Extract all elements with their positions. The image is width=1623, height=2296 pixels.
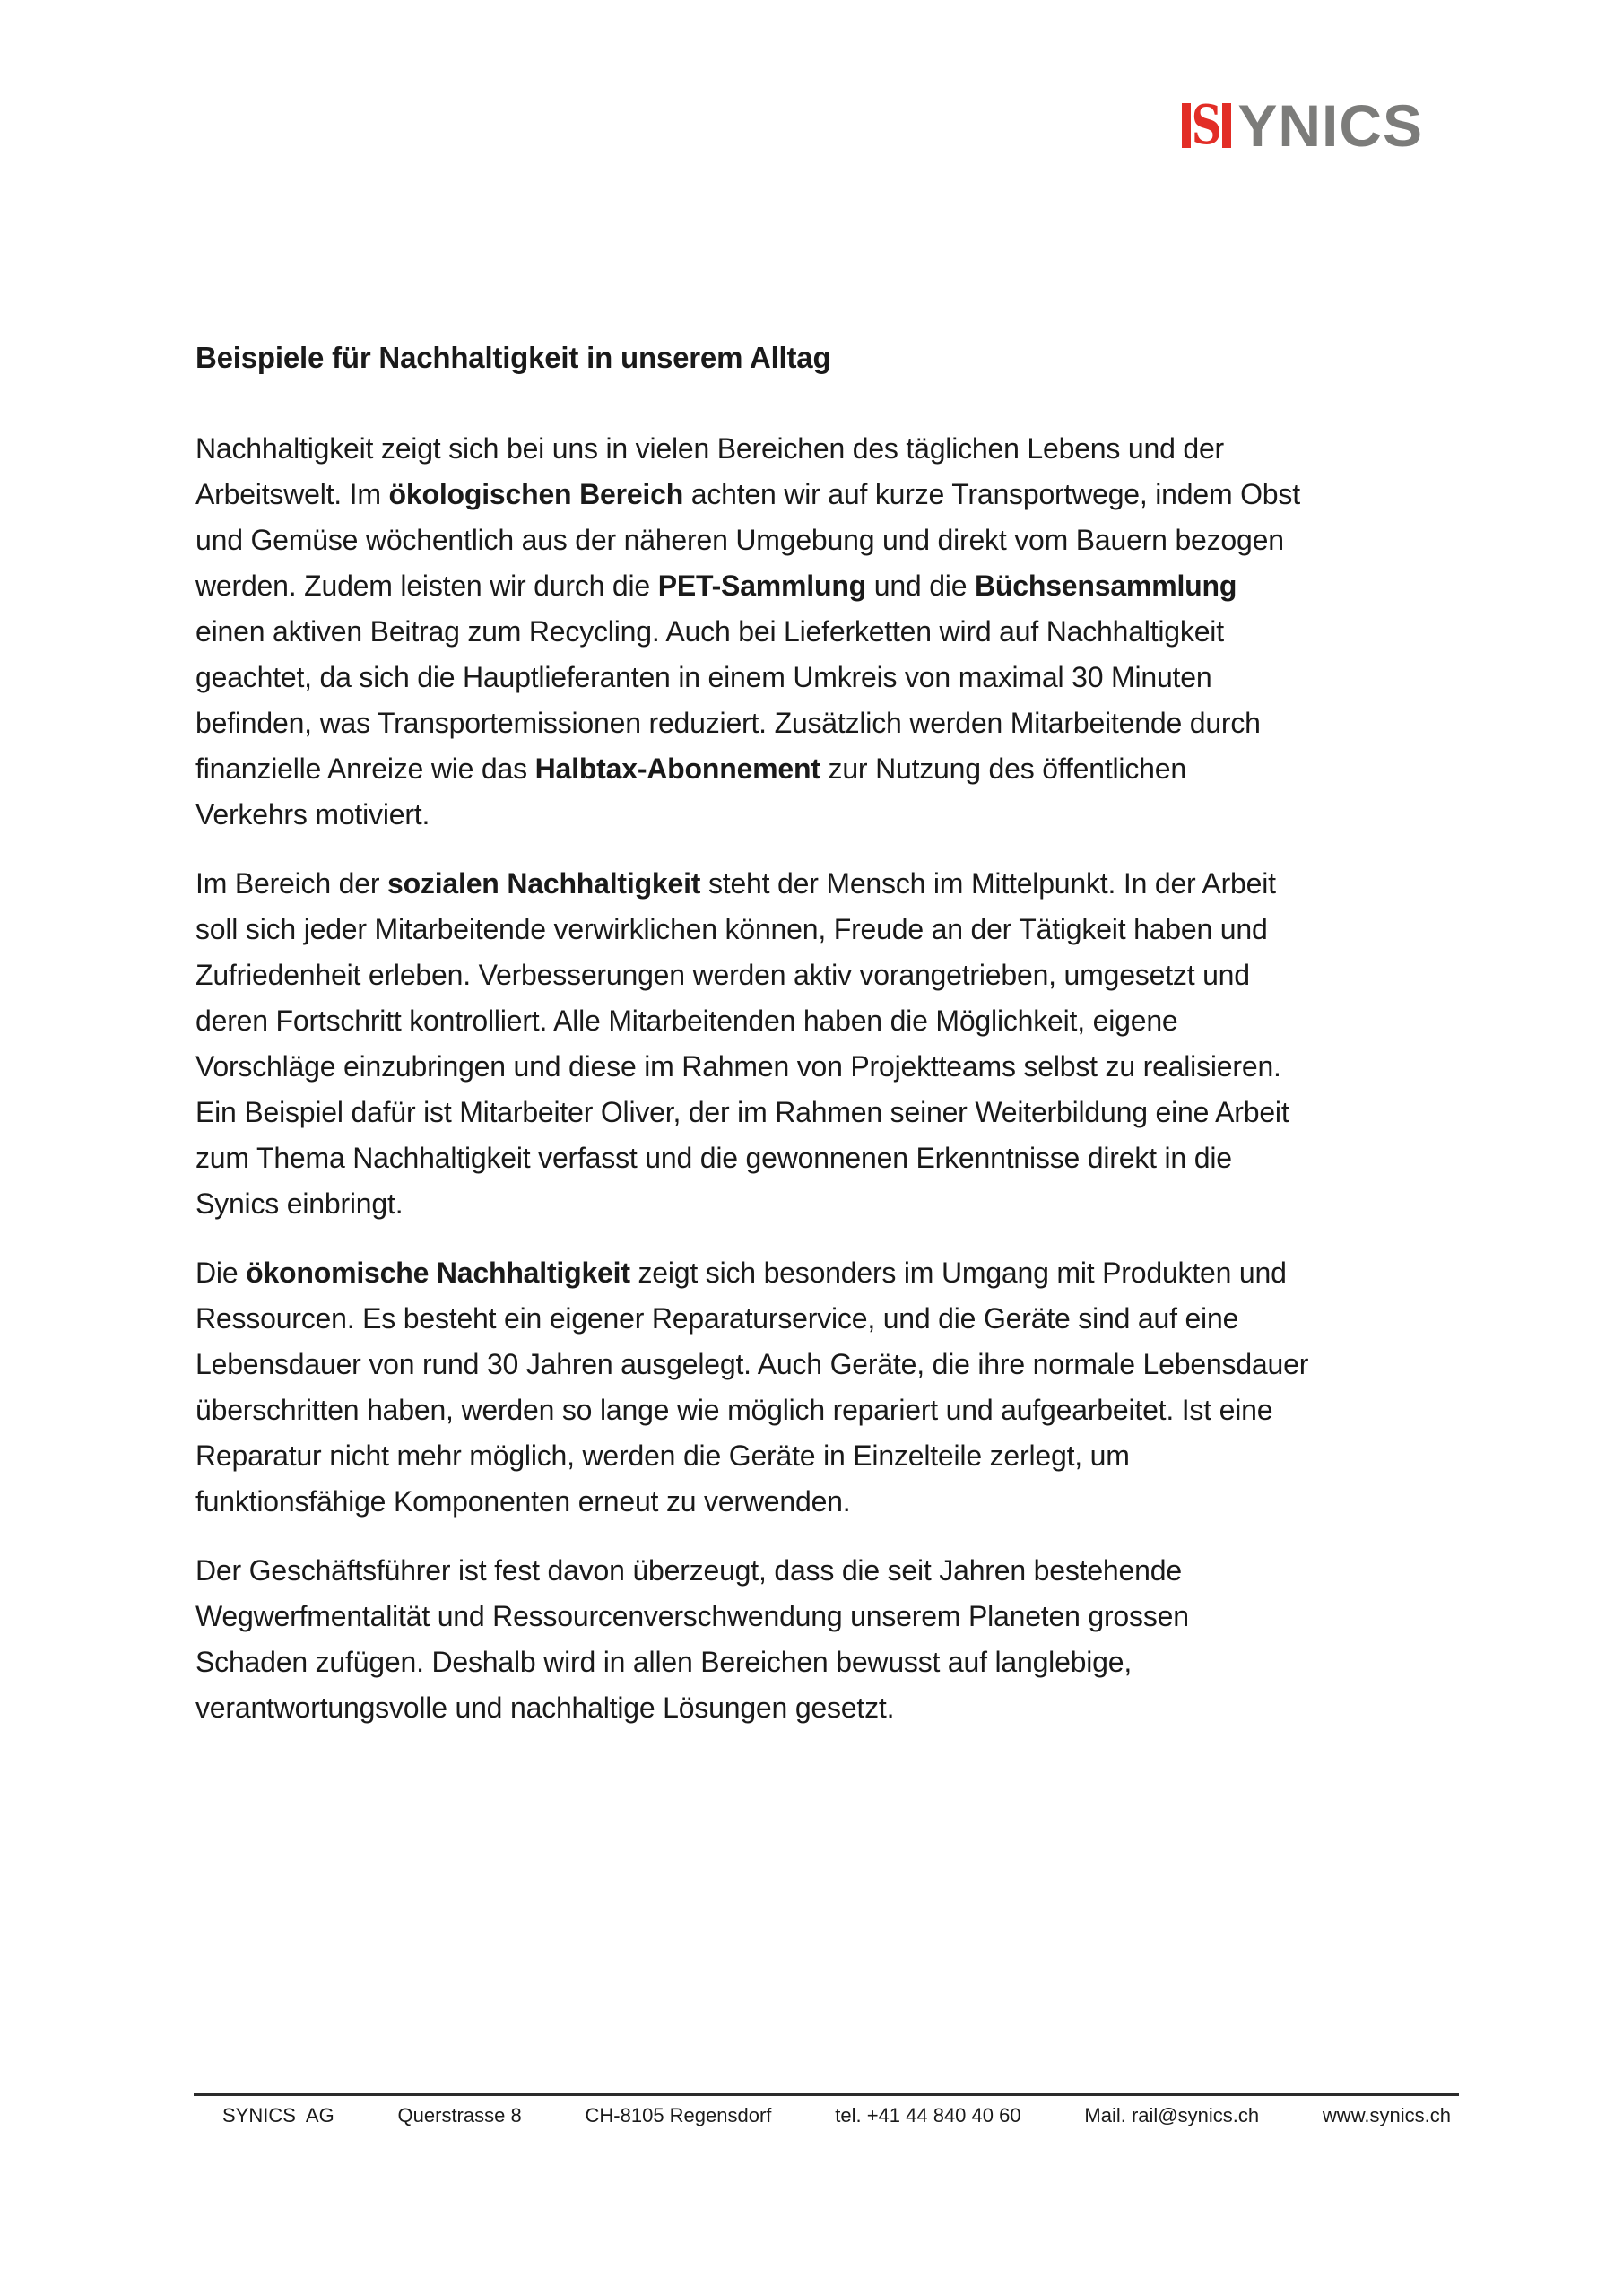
footer — [222, 2102, 1451, 2129]
text-segment: Lebensdauer von rund 30 Jahren ausgelegt. Auch Geräte, die ihre normale Lebensdauer — [195, 1348, 1309, 1380]
text-line — [195, 472, 1433, 517]
text-segment: Nachhaltigkeit zeigt sich bei uns in vielen Bereichen des täglichen Lebens und der — [195, 432, 1225, 465]
bold-text-segment: ökonomische Nachhaltigkeit — [246, 1257, 630, 1289]
text-segment: Ressourcen. Es besteht ein eigener Reparaturservice, und die Geräte sind auf eine — [195, 1302, 1239, 1335]
text-segment: verantwortungsvolle und nachhaltige Lösungen gesetzt. — [195, 1692, 895, 1724]
text-segment: zum Thema Nachhaltigkeit verfasst und die gewonnenen Erkenntnisse direkt in die — [195, 1142, 1232, 1174]
text-line — [195, 1250, 1433, 1296]
document-heading: Beispiele für Nachhaltigkeit in unserem Alltag — [195, 341, 831, 374]
logo-right-bar — [1222, 103, 1231, 148]
text-segment: Arbeitswelt. Im — [195, 478, 389, 510]
text-line — [195, 1044, 1433, 1090]
text-line — [195, 1090, 1433, 1135]
footer-phone: tel. +41 44 840 40 60 — [835, 2104, 1021, 2126]
paragraph-oekologische-nachhaltigkeit — [195, 426, 1433, 838]
footer-street: Querstrasse 8 — [397, 2104, 522, 2126]
text-segment: geachtet, da sich die Hauptlieferanten in einem Umkreis von maximal 30 Minuten — [195, 661, 1212, 693]
footer-company-name: SYNICS AG — [222, 2104, 334, 2126]
text-segment: befinden, was Transportemissionen reduziert. Zusätzlich werden Mitarbeitende durch — [195, 707, 1261, 739]
paragraph-geschaeftsfuehrer — [195, 1548, 1433, 1731]
text-segment: Zufriedenheit erleben. Verbesserungen werden aktiv vorangetrieben, umgesetzt und — [195, 959, 1250, 991]
text-segment: zeigt sich besonders im Umgang mit Produkten und — [629, 1257, 1287, 1289]
text-segment: Der Geschäftsführer ist fest davon überzeugt, dass die seit Jahren bestehende — [195, 1554, 1182, 1587]
paragraph-oekonomische-nachhaltigkeit — [195, 1250, 1433, 1525]
text-segment: deren Fortschritt kontrolliert. Alle Mitarbeitenden haben die Möglichkeit, eigene — [195, 1004, 1178, 1037]
text-line — [195, 1135, 1433, 1181]
document-body — [195, 335, 1433, 1731]
text-segment: Schaden zufügen. Deshalb wird in allen Bereichen bewusst auf langlebige, — [195, 1646, 1133, 1678]
text-line — [195, 609, 1433, 655]
text-segment: Im Bereich der — [195, 867, 387, 900]
text-segment: und Gemüse wöchentlich aus der näheren Umgebung und direkt vom Bauern bezogen — [195, 524, 1284, 556]
text-line — [195, 1639, 1433, 1685]
synics-logo — [1182, 92, 1424, 159]
bold-text-segment: Büchsensammlung — [975, 570, 1237, 602]
text-segment: Vorschläge einzubringen und diese im Rahmen von Projektteams selbst zu realisieren. — [195, 1050, 1281, 1083]
text-segment: achten wir auf kurze Transportwege, indem Obst — [683, 478, 1300, 510]
text-segment: einen aktiven Beitrag zum Recycling. Auch bei Lieferketten wird auf Nachhaltigkeit — [195, 615, 1224, 648]
text-segment: Wegwerfmentalität und Ressourcenverschwendung unserem Planeten grossen — [195, 1600, 1189, 1632]
footer-divider — [194, 2093, 1459, 2096]
text-segment: funktionsfähige Komponenten erneut zu verwenden. — [195, 1485, 851, 1518]
text-segment: zur Nutzung des öffentlichen — [820, 752, 1186, 785]
text-line — [195, 700, 1433, 746]
text-line — [195, 1548, 1433, 1594]
text-line — [195, 907, 1433, 952]
text-line — [195, 426, 1433, 472]
logo-letter-s: S — [1191, 94, 1222, 157]
text-segment: werden. Zudem leisten wir durch die — [195, 570, 658, 602]
text-line — [195, 1342, 1433, 1387]
logo-s-mark-icon — [1182, 94, 1231, 157]
bold-text-segment: ökologischen Bereich — [388, 478, 684, 510]
text-segment: steht der Mensch im Mittelpunkt. In der Arbeit — [700, 867, 1276, 900]
text-line — [195, 861, 1433, 907]
text-segment: soll sich jeder Mitarbeitende verwirklichen können, Freude an der Tätigkeit haben und — [195, 913, 1268, 945]
text-line — [195, 1296, 1433, 1342]
text-segment: und die — [866, 570, 975, 602]
text-line — [195, 952, 1433, 998]
text-line — [195, 1479, 1433, 1525]
logo-left-bar — [1182, 103, 1191, 148]
bold-text-segment: Halbtax-Abonnement — [534, 752, 820, 785]
text-line — [195, 655, 1433, 700]
text-segment: Die — [195, 1257, 247, 1289]
text-segment: finanzielle Anreize wie das — [195, 752, 535, 785]
text-segment: Ein Beispiel dafür ist Mitarbeiter Oliver, der im Rahmen seiner Weiterbildung eine Arbeit — [195, 1096, 1289, 1128]
text-segment: überschritten haben, werden so lange wie möglich repariert und aufgearbeitet. Ist eine — [195, 1394, 1273, 1426]
text-line — [195, 1387, 1433, 1433]
text-line — [195, 746, 1433, 792]
text-line — [195, 998, 1433, 1044]
text-line — [195, 1433, 1433, 1479]
text-line — [195, 517, 1433, 563]
bold-text-segment: PET-Sammlung — [657, 570, 867, 602]
text-line — [195, 792, 1433, 838]
footer-website: www.synics.ch — [1322, 2104, 1451, 2126]
text-segment: Verkehrs motiviert. — [195, 798, 430, 831]
text-line — [195, 563, 1433, 609]
footer-city: CH-8105 Regensdorf — [585, 2104, 772, 2126]
text-line — [195, 1594, 1433, 1639]
text-line — [195, 1181, 1433, 1227]
footer-email: Mail. rail@synics.ch — [1084, 2104, 1260, 2126]
text-line — [195, 1685, 1433, 1731]
logo-wordmark: YNICS — [1237, 92, 1424, 159]
text-segment: Reparatur nicht mehr möglich, werden die Geräte in Einzelteile zerlegt, um — [195, 1439, 1130, 1472]
text-segment: Synics einbringt. — [195, 1187, 404, 1220]
paragraph-soziale-nachhaltigkeit — [195, 861, 1433, 1227]
bold-text-segment: sozialen Nachhaltigkeit — [386, 867, 701, 900]
